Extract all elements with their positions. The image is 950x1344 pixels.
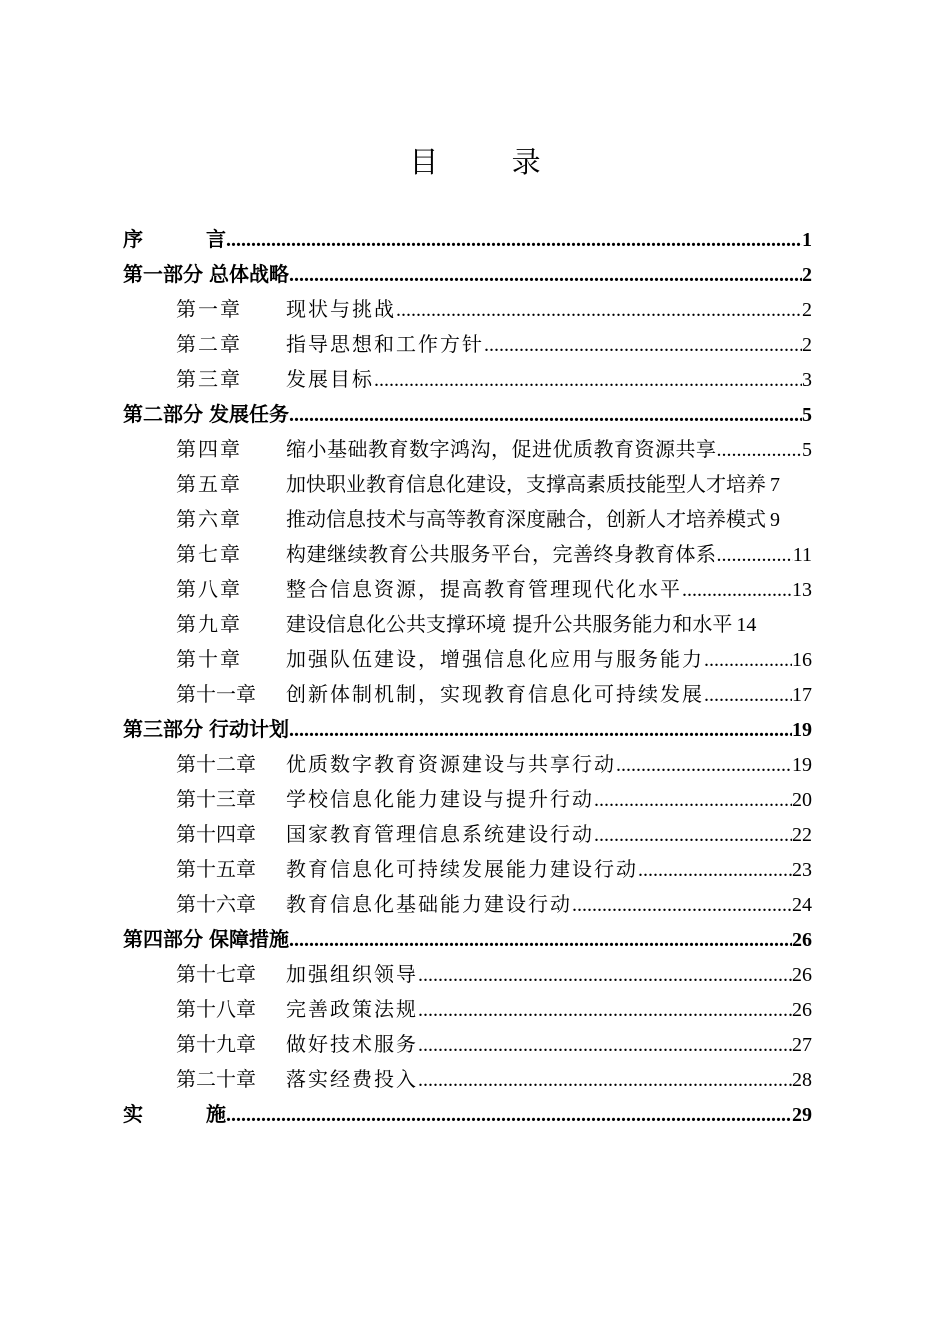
toc-entry-title: 做好技术服务 <box>286 1032 418 1056</box>
page-title: 目 录 <box>409 145 573 179</box>
toc-entry-label: 第十九章 <box>176 1032 256 1056</box>
toc-page-number: 2 <box>802 264 812 286</box>
toc-entry-label: 第一部分 <box>123 262 203 286</box>
toc-page-number: 26 <box>792 964 812 986</box>
toc-entry-chapter-13[interactable] <box>176 782 812 817</box>
toc-entry-label: 第四部分 <box>123 927 203 951</box>
toc-entry-chapter-14[interactable] <box>176 817 812 852</box>
toc-leader-dots <box>717 433 803 468</box>
toc-entry-label: 第四章 <box>176 437 242 461</box>
toc-entry-title: 创新体制机制，实现教育信息化可持续发展 <box>286 682 704 706</box>
toc-entry-title: 总体战略 <box>209 262 289 286</box>
toc-page-number: 5 <box>802 439 812 461</box>
toc-leader-dots <box>704 678 792 713</box>
toc-entry-chapter-19[interactable] <box>176 1027 812 1062</box>
toc-entry-label: 第二部分 <box>123 402 203 426</box>
toc-entry-title: 加强组织领导 <box>286 962 418 986</box>
toc-page-number: 14 <box>736 614 757 636</box>
toc-page-number: 16 <box>792 649 812 671</box>
toc-entry-part-1[interactable] <box>123 257 812 292</box>
toc-page-number: 28 <box>792 1069 812 1091</box>
toc-entry-label: 第十八章 <box>176 997 256 1021</box>
toc-page-number: 23 <box>792 859 812 881</box>
toc-page-number: 29 <box>792 1104 812 1126</box>
toc-entry-title: 行动计划 <box>209 717 289 741</box>
toc-entry-chapter-11[interactable] <box>176 677 812 712</box>
toc-entry-title: 发展目标 <box>286 367 374 391</box>
toc-page-number: 1 <box>802 229 812 251</box>
toc-page-number: 22 <box>792 824 812 846</box>
toc-entry-label: 第十五章 <box>176 857 256 881</box>
toc-page-number: 11 <box>792 544 812 566</box>
toc-entry-chapter-7[interactable] <box>176 537 812 572</box>
toc-entry-chapter-8[interactable] <box>176 572 812 607</box>
toc-entry-title: 加强队伍建设，增强信息化应用与服务能力 <box>286 647 704 671</box>
toc-entry-part-4[interactable] <box>123 922 812 957</box>
toc-page-number: 13 <box>792 579 812 601</box>
toc-page-number: 2 <box>802 334 812 356</box>
toc-entry-title: 落实经费投入 <box>286 1067 418 1091</box>
toc-leader-dots <box>289 258 802 293</box>
toc-leader-dots <box>704 643 792 678</box>
toc-leader-dots <box>226 1098 792 1133</box>
toc-page-number: 17 <box>792 684 812 706</box>
toc-entry-label: 第三部分 <box>123 717 203 741</box>
toc-entry-chapter-18[interactable] <box>176 992 812 1027</box>
toc-page-number: 2 <box>802 299 812 321</box>
toc-leader-dots <box>418 958 792 993</box>
toc-entry-label: 第八章 <box>176 577 242 601</box>
toc-page-number: 26 <box>792 929 812 951</box>
toc-entry-title: 学校信息化能力建设与提升行动 <box>286 787 594 811</box>
toc-entry-part-2[interactable] <box>123 397 812 432</box>
toc-page-number: 5 <box>802 404 812 426</box>
toc-entry-title: 完善政策法规 <box>286 997 418 1021</box>
toc-page-number: 26 <box>792 999 812 1021</box>
toc-leader-dots <box>572 888 792 923</box>
toc-entry-chapter-1[interactable] <box>176 292 812 327</box>
toc-entry-label: 第五章 <box>176 472 242 496</box>
toc-page-number: 24 <box>792 894 812 916</box>
toc-page-number: 19 <box>792 754 812 776</box>
toc-page-number: 19 <box>792 719 812 741</box>
toc-entry-label: 第十七章 <box>176 962 256 986</box>
toc-entry-label: 实 施 <box>123 1102 254 1126</box>
toc-leader-dots <box>717 538 793 573</box>
toc-entry-label: 第十三章 <box>176 787 256 811</box>
toc-entry-title: 指导思想和工作方针 <box>286 332 484 356</box>
toc-entry-label: 第二十章 <box>176 1067 256 1091</box>
toc-page-number: 3 <box>802 369 812 391</box>
toc-entry-title: 加快职业教育信息化建设，支撑高素质技能型人才培养 <box>286 472 766 496</box>
toc-entry-label: 序 言 <box>123 227 254 251</box>
toc-entry-label: 第十一章 <box>176 682 256 706</box>
toc-entry-title: 教育信息化可持续发展能力建设行动 <box>286 857 638 881</box>
toc-leader-dots <box>616 748 792 783</box>
toc-entry-chapter-12[interactable] <box>176 747 812 782</box>
toc-leader-dots <box>484 328 802 363</box>
toc-entry-title: 构建继续教育公共服务平台，完善终身教育体系 <box>286 542 717 566</box>
toc-entry-label: 第十四章 <box>176 822 256 846</box>
toc-entry-chapter-10[interactable] <box>176 642 812 677</box>
toc-entry-chapter-16[interactable] <box>176 887 812 922</box>
toc-entry-chapter-17[interactable] <box>176 957 812 992</box>
toc-leader-dots <box>418 993 792 1028</box>
toc-entry-title: 现状与挑战 <box>286 297 396 321</box>
toc-entry-chapter-2[interactable] <box>176 327 812 362</box>
toc-leader-dots <box>289 713 792 748</box>
toc-entry-title: 整合信息资源，提高教育管理现代化水平 <box>286 577 682 601</box>
toc-leader-dots <box>289 923 792 958</box>
toc-page-number: 27 <box>792 1034 812 1056</box>
toc-entry-title: 推动信息技术与高等教育深度融合，创新人才培养模式 <box>286 507 766 531</box>
toc-entry-chapter-15[interactable] <box>176 852 812 887</box>
toc-entry-implementation[interactable] <box>123 1097 812 1132</box>
toc-leader-dots <box>594 818 792 853</box>
toc-entry-label: 第十章 <box>176 647 242 671</box>
toc-page-number: 7 <box>770 474 780 496</box>
toc-entry-title: 保障措施 <box>209 927 289 951</box>
toc-entry-label: 第二章 <box>176 332 242 356</box>
toc-entry-label: 第九章 <box>176 612 242 636</box>
toc-entry-chapter-4[interactable] <box>176 432 812 467</box>
toc-entry-title: 国家教育管理信息系统建设行动 <box>286 822 594 846</box>
toc-entry-title: 教育信息化基础能力建设行动 <box>286 892 572 916</box>
toc-entry-chapter-9[interactable] <box>176 607 812 642</box>
toc-entry-label: 第七章 <box>176 542 242 566</box>
toc-entry-part-3[interactable] <box>123 712 812 747</box>
toc-entry-chapter-20[interactable] <box>176 1062 812 1097</box>
toc-entry-label: 第十二章 <box>176 752 256 776</box>
toc-page-number: 20 <box>792 789 812 811</box>
toc-page-number: 9 <box>770 509 780 531</box>
toc-entry-chapter-3[interactable] <box>176 362 812 397</box>
toc-entry-preface[interactable] <box>123 222 812 257</box>
toc-entry-label: 第十六章 <box>176 892 256 916</box>
toc-entry-label: 第一章 <box>176 297 242 321</box>
toc-leader-dots <box>289 398 802 433</box>
toc-leader-dots <box>594 783 792 818</box>
toc-entry-chapter-6[interactable] <box>176 502 840 537</box>
toc-entry-chapter-5[interactable] <box>176 467 840 502</box>
toc-leader-dots <box>682 573 792 608</box>
toc-entry-title: 发展任务 <box>209 402 289 426</box>
toc-entry-title: 缩小基础教育数字鸿沟，促进优质教育资源共享 <box>286 437 717 461</box>
toc-leader-dots <box>396 293 802 328</box>
toc-entry-label: 第六章 <box>176 507 242 531</box>
toc-leader-dots <box>418 1028 792 1063</box>
toc-entry-title: 建设信息化公共支撑环境 提升公共服务能力和水平 <box>286 612 733 636</box>
toc-entry-label: 第三章 <box>176 367 242 391</box>
toc-entry-title: 优质数字教育资源建设与共享行动 <box>286 752 616 776</box>
toc-leader-dots <box>638 853 792 888</box>
toc-leader-dots <box>418 1063 792 1098</box>
toc-leader-dots <box>374 363 802 398</box>
toc-leader-dots <box>226 223 802 258</box>
